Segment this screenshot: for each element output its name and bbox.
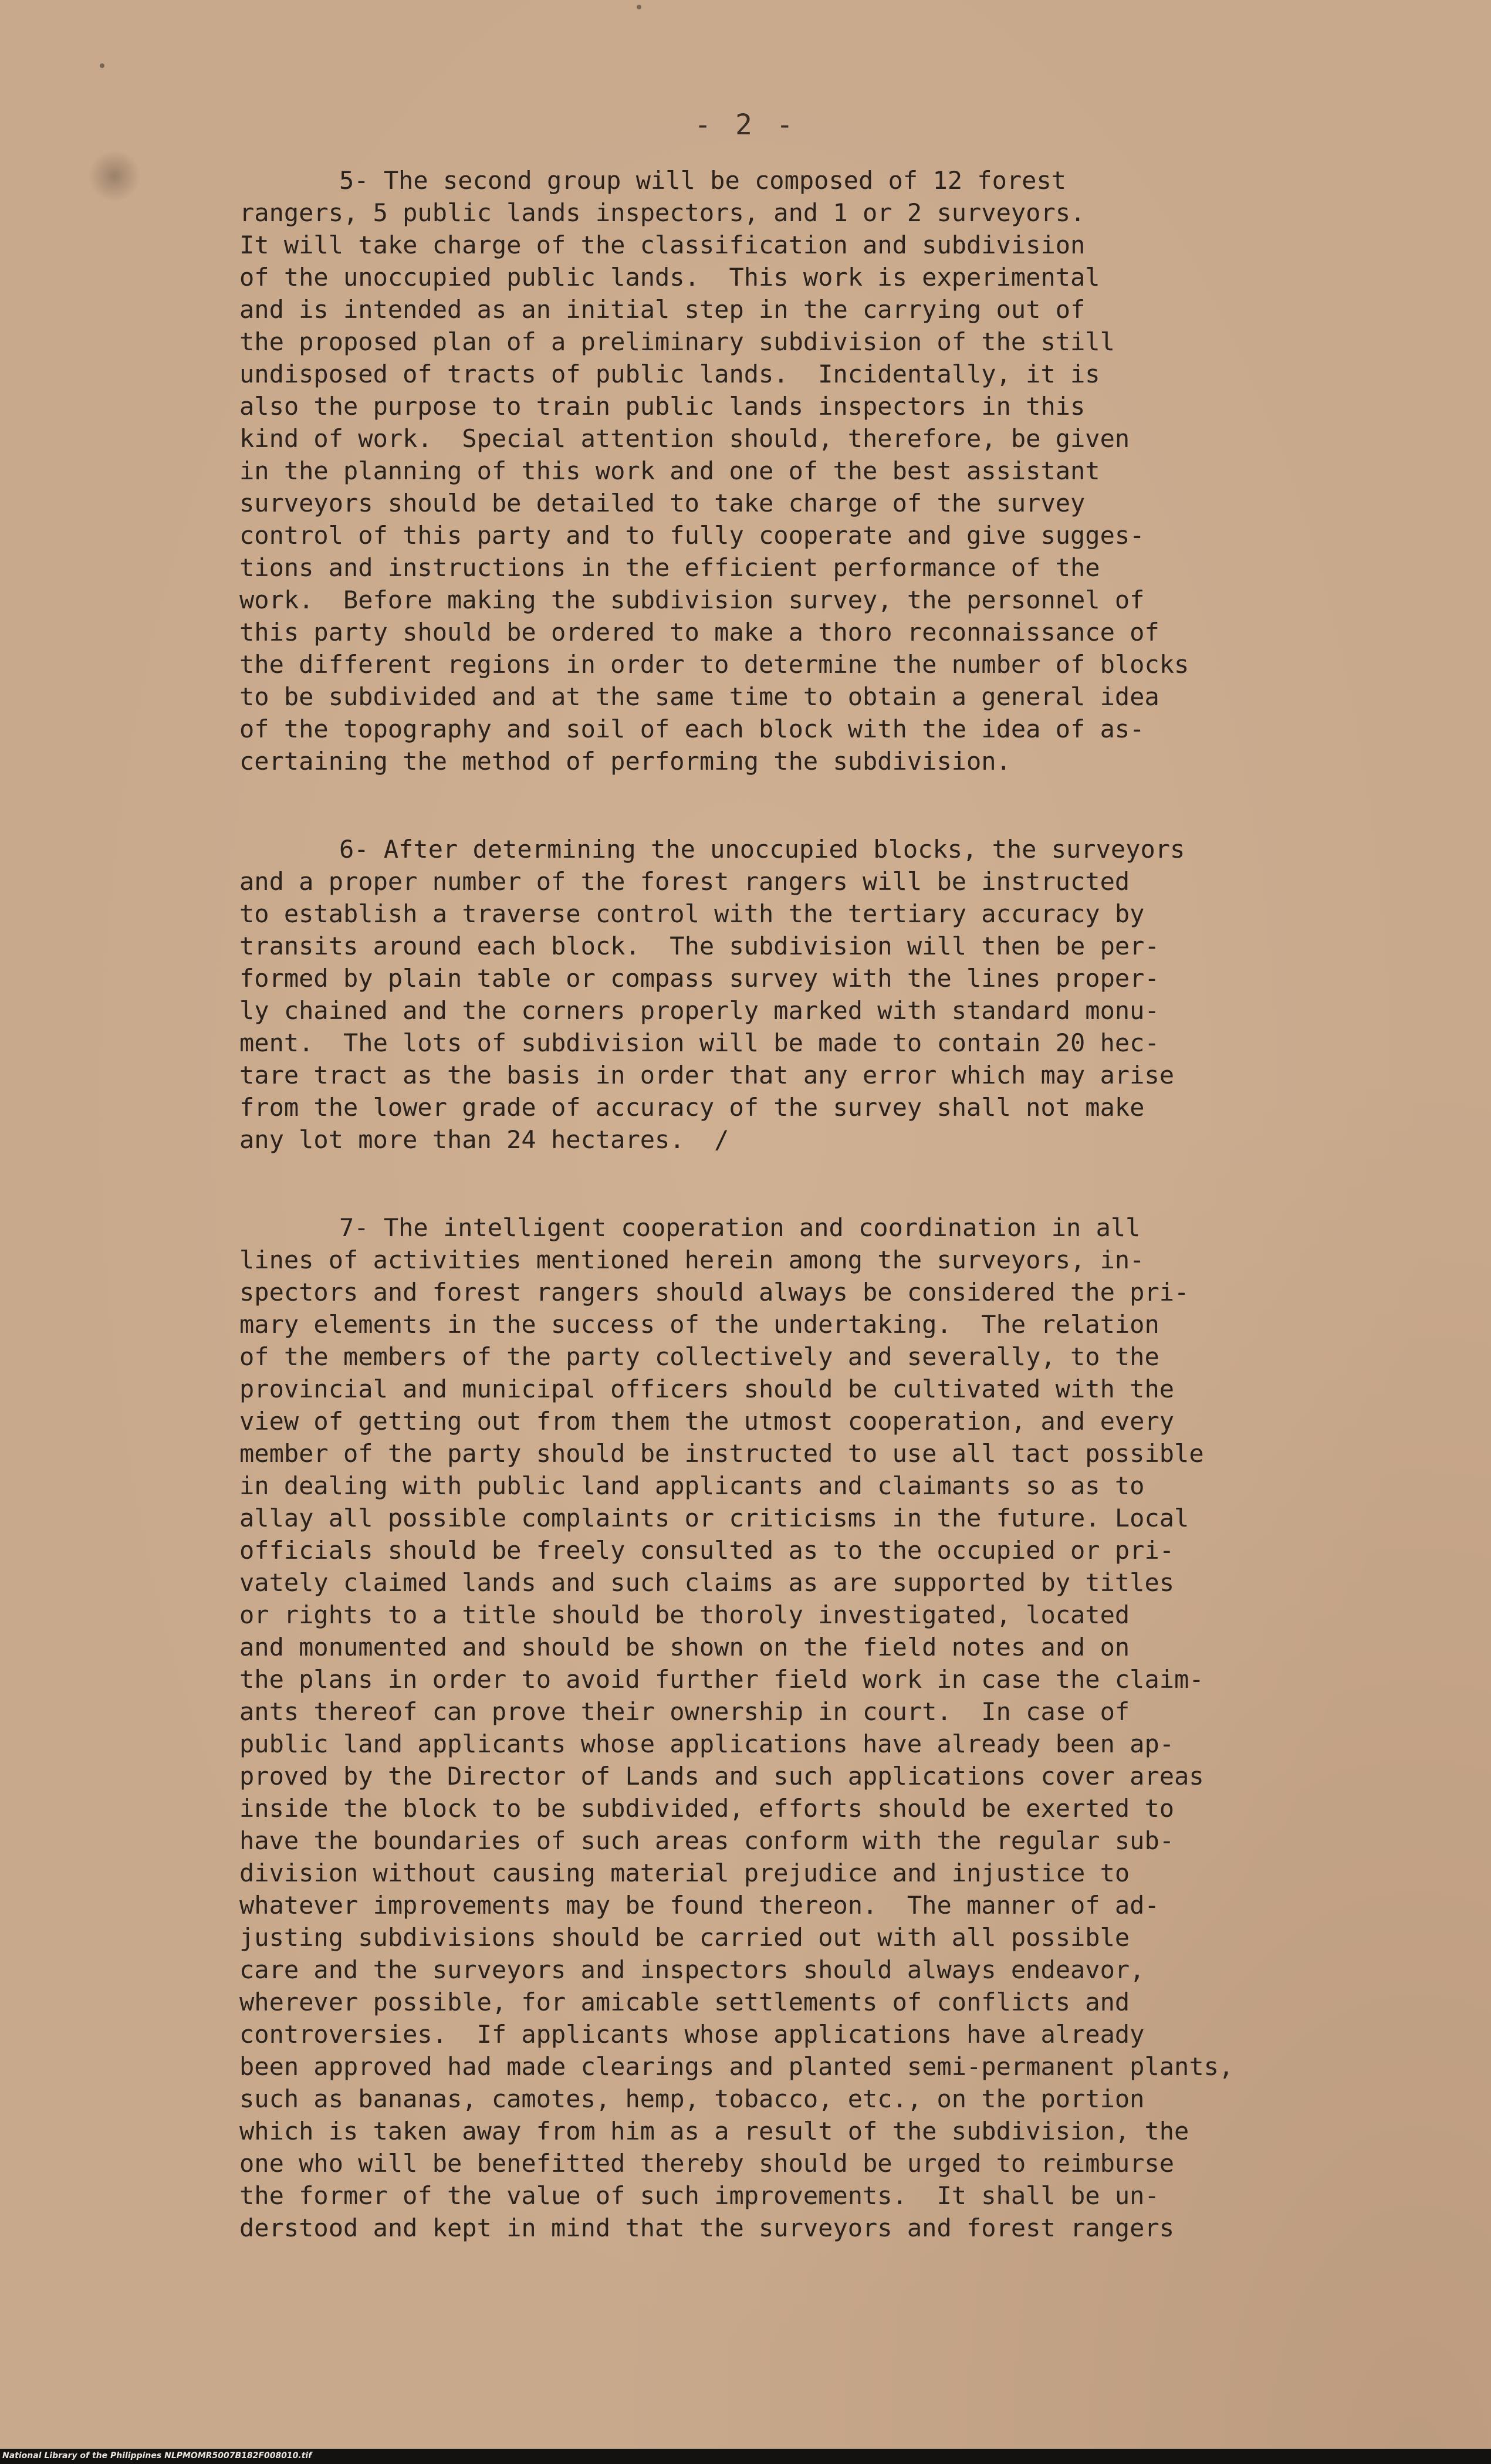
- text-line: allay all possible complaints or criticisms in the future. Local: [239, 1504, 1189, 1532]
- text-line: transits around each block. The subdivision will then be per-: [239, 932, 1159, 960]
- text-line: the plans in order to avoid further field work in case the claim-: [239, 1665, 1204, 1694]
- text-line: also the purpose to train public lands inspectors in this: [239, 392, 1086, 421]
- text-line: in the planning of this work and one of the best assistant: [239, 456, 1100, 485]
- text-line: 5- The second group will be composed of 12 forest: [339, 166, 1067, 195]
- text-line: 7- The intelligent cooperation and coordination in all: [339, 1213, 1141, 1242]
- text-line: officials should be freely consulted as to the occupied or pri-: [239, 1536, 1175, 1565]
- text-line: tions and instructions in the efficient performance of the: [239, 553, 1100, 582]
- text-line: and is intended as an initial step in the carrying out of: [239, 295, 1086, 324]
- text-line: and monumented and should be shown on the field notes and on: [239, 1633, 1130, 1661]
- text-line: ants thereof can prove their ownership in court. In case of: [239, 1697, 1130, 1726]
- paragraph-5: [239, 164, 1354, 777]
- text-line: proved by the Director of Lands and such applications cover areas: [239, 1762, 1204, 1791]
- text-line: or rights to a title should be thoroly investigated, located: [239, 1600, 1130, 1629]
- text-line: such as bananas, camotes, hemp, tobacco, etc., on the portion: [239, 2084, 1145, 2113]
- text-line: controversies. If applicants whose applications have already: [239, 2020, 1145, 2049]
- text-line: and a proper number of the forest rangers will be instructed: [239, 867, 1130, 896]
- text-line: of the members of the party collectively and severally, to the: [239, 1342, 1159, 1371]
- text-line: mary elements in the success of the undertaking. The relation: [239, 1310, 1159, 1339]
- text-line: undisposed of tracts of public lands. Incidentally, it is: [239, 360, 1100, 388]
- text-line: kind of work. Special attention should, therefore, be given: [239, 424, 1130, 453]
- text-line: derstood and kept in mind that the surveyors and forest rangers: [239, 2213, 1175, 2242]
- text-line: to be subdivided and at the same time to obtain a general idea: [239, 682, 1159, 711]
- archive-footer: [0, 2449, 1491, 2464]
- text-line: whatever improvements may be found thereon. The manner of ad-: [239, 1891, 1159, 1920]
- document-body: [239, 164, 1354, 2300]
- text-line: from the lower grade of accuracy of the survey shall not make: [239, 1093, 1145, 1122]
- text-line: ment. The lots of subdivision will be made to contain 20 hec-: [239, 1028, 1159, 1057]
- paragraph-6: [239, 833, 1354, 1156]
- text-line: formed by plain table or compass survey with the lines proper-: [239, 964, 1159, 993]
- text-line: control of this party and to fully cooperate and give sugges-: [239, 521, 1145, 550]
- text-line: It will take charge of the classification and subdivision: [239, 231, 1086, 259]
- text-line: tare tract as the basis in order that any error which may arise: [239, 1061, 1175, 1089]
- text-line: 6- After determining the unoccupied blocks, the surveyors: [339, 835, 1185, 864]
- text-line: any lot more than 24 hectares. /: [239, 1125, 729, 1154]
- paper-speck: [100, 63, 104, 68]
- text-line: spectors and forest rangers should always be considered the pri-: [239, 1278, 1189, 1307]
- paragraph-7: [239, 1211, 1354, 2244]
- text-line: in dealing with public land applicants and claimants so as to: [239, 1471, 1145, 1500]
- text-line: one who will be benefitted thereby should be urged to reimburse: [239, 2149, 1175, 2178]
- text-line: work. Before making the subdivision survey, the personnel of: [239, 585, 1145, 614]
- text-line: of the topography and soil of each block with the idea of as-: [239, 715, 1145, 743]
- text-line: vately claimed lands and such claims as are supported by titles: [239, 1568, 1175, 1597]
- text-line: the proposed plan of a preliminary subdivision of the still: [239, 327, 1115, 356]
- paper-speck: [637, 5, 641, 9]
- text-line: view of getting out from them the utmost cooperation, and every: [239, 1407, 1175, 1436]
- text-line: which is taken away from him as a result of the subdivision, the: [239, 2117, 1189, 2145]
- text-line: inside the block to be subdivided, efforts should be exerted to: [239, 1794, 1175, 1823]
- text-line: rangers, 5 public lands inspectors, and 1 or 2 surveyors.: [239, 198, 1086, 227]
- text-line: ly chained and the corners properly marked with standard monu-: [239, 996, 1159, 1025]
- text-line: care and the surveyors and inspectors should always endeavor,: [239, 1955, 1145, 1984]
- text-line: justing subdivisions should be carried out with all possible: [239, 1923, 1130, 1952]
- text-line: certaining the method of performing the subdivision.: [239, 747, 1011, 776]
- text-line: the different regions in order to determine the number of blocks: [239, 650, 1189, 679]
- text-line: public land applicants whose applications have already been ap-: [239, 1729, 1175, 1758]
- text-line: been approved had made clearings and planted semi-permanent plants,: [239, 2052, 1234, 2081]
- text-line: lines of activities mentioned herein among the surveyors, in-: [239, 1245, 1145, 1274]
- text-line: surveyors should be detailed to take charge of the survey: [239, 489, 1086, 517]
- archive-footer-text: National Library of the Philippines NLPMOMR5007B182F008010.tif: [2, 2451, 312, 2460]
- text-line: of the unoccupied public lands. This work is experimental: [239, 263, 1100, 292]
- text-line: provincial and municipal officers should be cultivated with the: [239, 1375, 1175, 1403]
- text-line: wherever possible, for amicable settlements of conflicts and: [239, 1988, 1130, 2016]
- text-line: to establish a traverse control with the tertiary accuracy by: [239, 899, 1145, 928]
- ink-smudge: [88, 150, 141, 202]
- text-line: division without causing material prejudice and injustice to: [239, 1859, 1130, 1887]
- text-line: the former of the value of such improvements. It shall be un-: [239, 2181, 1159, 2210]
- page-number: - 2 -: [694, 109, 797, 141]
- text-line: this party should be ordered to make a thoro reconnaissance of: [239, 618, 1159, 647]
- text-line: have the boundaries of such areas conform with the regular sub-: [239, 1826, 1175, 1855]
- text-line: member of the party should be instructed to use all tact possible: [239, 1439, 1204, 1468]
